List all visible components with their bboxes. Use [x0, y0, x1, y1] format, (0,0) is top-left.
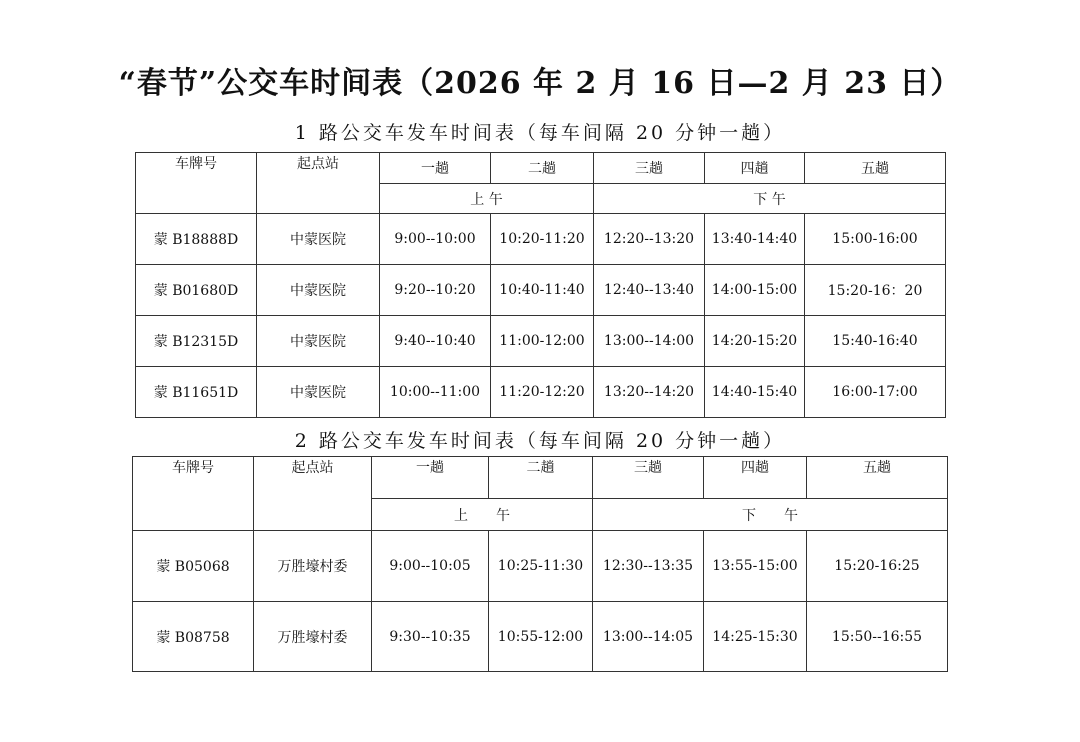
time-cell: 9:30--10:35 — [372, 602, 489, 672]
time-cell: 12:40--13:40 — [594, 265, 705, 316]
time-cell: 10:20-11:20 — [491, 214, 594, 265]
station-header: 起点站 — [257, 153, 380, 214]
time-cell: 14:40-15:40 — [705, 367, 805, 418]
morning-header: 上 午 — [380, 184, 594, 214]
trip-header-3: 三趟 — [593, 457, 704, 499]
time-cell: 9:20--10:20 — [380, 265, 491, 316]
plate-cell: 蒙 B11651D — [136, 367, 257, 418]
time-cell: 10:40-11:40 — [491, 265, 594, 316]
time-cell: 13:40-14:40 — [705, 214, 805, 265]
header-row — [136, 153, 946, 184]
page-title: “春节”公交车时间表（2026 年 2 月 16 日—2 月 23 日） — [118, 66, 962, 101]
table-row — [136, 316, 946, 367]
table-row — [136, 367, 946, 418]
plate-cell: 蒙 B08758 — [133, 602, 254, 672]
table1-subtitle: 1 路公交车发车时间表（每车间隔 20 分钟一趟） — [294, 122, 786, 144]
time-cell: 13:55-15:00 — [704, 531, 807, 602]
trip-header-2: 二趟 — [491, 153, 594, 184]
trip-header-1: 一趟 — [372, 457, 489, 499]
bus-route-2-table — [132, 456, 948, 672]
afternoon-header: 下 午 — [594, 184, 946, 214]
trip-header-3: 三趟 — [594, 153, 705, 184]
table-row — [136, 214, 946, 265]
plate-header: 车牌号 — [133, 457, 254, 531]
station-cell: 中蒙医院 — [257, 265, 380, 316]
bus-route-1-table — [135, 152, 946, 418]
time-cell: 14:00-15:00 — [705, 265, 805, 316]
plate-header: 车牌号 — [136, 153, 257, 214]
time-cell: 15:20-16：20 — [805, 265, 946, 316]
time-cell: 10:00--11:00 — [380, 367, 491, 418]
time-cell: 9:00--10:00 — [380, 214, 491, 265]
table-row — [133, 602, 948, 672]
time-cell: 14:20-15:20 — [705, 316, 805, 367]
station-cell: 万胜壕村委 — [254, 531, 372, 602]
time-cell: 11:20-12:20 — [491, 367, 594, 418]
time-cell: 15:20-16:25 — [807, 531, 948, 602]
time-cell: 10:55-12:00 — [489, 602, 593, 672]
station-cell: 中蒙医院 — [257, 367, 380, 418]
morning-header: 上 午 — [372, 499, 593, 531]
plate-cell: 蒙 B18888D — [136, 214, 257, 265]
time-cell: 13:00--14:05 — [593, 602, 704, 672]
time-cell: 16:00-17:00 — [805, 367, 946, 418]
afternoon-header: 下 午 — [593, 499, 948, 531]
header-row — [133, 457, 948, 499]
time-cell: 9:00--10:05 — [372, 531, 489, 602]
trip-header-5: 五趟 — [805, 153, 946, 184]
trip-header-2: 二趟 — [489, 457, 593, 499]
trip-header-5: 五趟 — [807, 457, 948, 499]
time-cell: 15:00-16:00 — [805, 214, 946, 265]
time-cell: 14:25-15:30 — [704, 602, 807, 672]
table-row — [133, 531, 948, 602]
time-cell: 12:20--13:20 — [594, 214, 705, 265]
trip-header-4: 四趟 — [705, 153, 805, 184]
trip-header-1: 一趟 — [380, 153, 491, 184]
time-cell: 13:00--14:00 — [594, 316, 705, 367]
plate-cell: 蒙 B01680D — [136, 265, 257, 316]
time-cell: 13:20--14:20 — [594, 367, 705, 418]
station-header: 起点站 — [254, 457, 372, 531]
station-cell: 中蒙医院 — [257, 316, 380, 367]
trip-header-4: 四趟 — [704, 457, 807, 499]
table2-subtitle: 2 路公交车发车时间表（每车间隔 20 分钟一趟） — [294, 430, 786, 452]
time-cell: 12:30--13:35 — [593, 531, 704, 602]
table-row — [136, 265, 946, 316]
time-cell: 15:40-16:40 — [805, 316, 946, 367]
plate-cell: 蒙 B12315D — [136, 316, 257, 367]
plate-cell: 蒙 B05068 — [133, 531, 254, 602]
time-cell: 15:50--16:55 — [807, 602, 948, 672]
time-cell: 10:25-11:30 — [489, 531, 593, 602]
time-cell: 9:40--10:40 — [380, 316, 491, 367]
time-cell: 11:00-12:00 — [491, 316, 594, 367]
station-cell: 中蒙医院 — [257, 214, 380, 265]
station-cell: 万胜壕村委 — [254, 602, 372, 672]
